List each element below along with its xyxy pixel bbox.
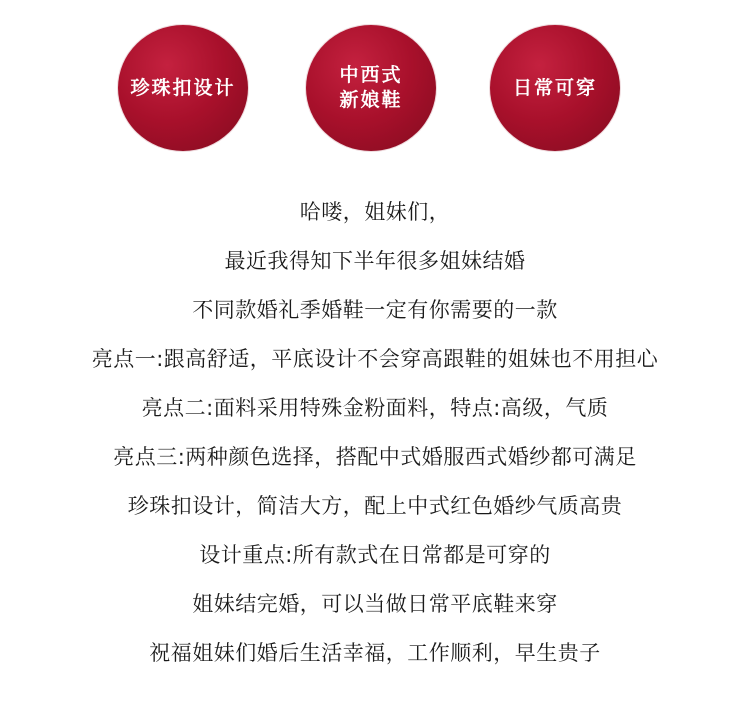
- badge-label: 日常可穿: [512, 76, 597, 99]
- description-line-highlight-3: 亮点三:两种颜色选择，搭配中式婚服西式婚纱都可满足: [113, 445, 637, 469]
- badge-daily-wearable: [490, 25, 620, 151]
- description-line: 不同款婚礼季婚鞋一定有你需要的一款: [192, 298, 558, 322]
- description-line: 珍珠扣设计，简洁大方，配上中式红色婚纱气质高贵: [127, 494, 623, 518]
- description-line: 设计重点:所有款式在日常都是可穿的: [199, 543, 551, 567]
- badge-pearl-button-design: [118, 25, 248, 151]
- badge-chinese-western-bridal-shoes: [306, 25, 436, 151]
- feature-badges: [0, 0, 750, 170]
- description-line-highlight-2: 亮点二:面料采用特殊金粉面料，特点:高级，气质: [141, 396, 609, 420]
- badge-label-line-1: 中西式: [339, 64, 403, 86]
- description-line-closing: 祝福姐妹们婚后生活幸福，工作顺利，早生贵子: [149, 641, 601, 665]
- badge-label: 珍珠扣设计: [130, 76, 236, 99]
- description-line: 姐妹结完婚，可以当做日常平底鞋来穿: [192, 592, 558, 616]
- description-line-highlight-1: 亮点一:跟高舒适，平底设计不会穿高跟鞋的姐妹也不用担心: [91, 347, 659, 371]
- description-line-greeting: 哈喽，姐妹们，: [299, 200, 451, 224]
- description-text: [0, 188, 750, 678]
- description-line: 最近我得知下半年很多姐妹结婚: [224, 249, 526, 273]
- badge-label-line-2: 新娘鞋: [339, 89, 403, 111]
